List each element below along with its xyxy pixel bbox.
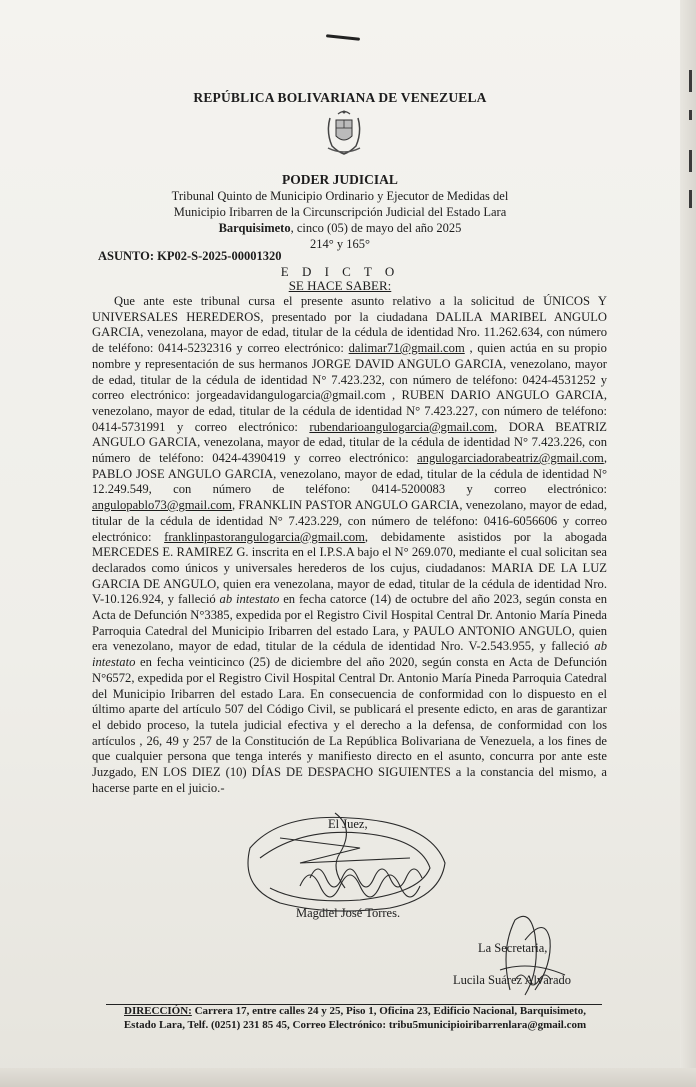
- secretary-label: La Secretaria,: [478, 941, 548, 955]
- email-link[interactable]: angulopablo73@gmail.com: [92, 498, 232, 513]
- asunto-number: ASUNTO: KP02-S-2025-00001320: [98, 249, 282, 263]
- latin-term: ab intestato: [219, 592, 280, 607]
- tribunal-line: Tribunal Quinto de Municipio Ordinario y Ejecutor de Medidas del: [171, 189, 509, 203]
- judge-label: El Juez,: [328, 817, 368, 831]
- body-text: , DORA BEATRIZ ANGULO GARCIA, venezolana, mayor de edad, titular de la cédula de identidad N° 7.423.226, con número de teléfono: 0424-4390419 y correo electrónico:: [92, 419, 607, 466]
- poder-judicial-heading: PODER JUDICIAL: [282, 172, 398, 187]
- tribunal-line: Municipio Iribarren de la Circunscripción Judicial del Estado Lara: [173, 205, 507, 219]
- footer-address: [100, 1005, 610, 1032]
- email-text: jorgeadavidangulogarcia@gmail.com: [196, 388, 386, 403]
- edict-body: [92, 294, 607, 797]
- email-link[interactable]: rubendarioangulogarcia@gmail.com: [309, 419, 495, 434]
- body-text: , PABLO JOSE ANGULO GARCIA, venezolano, mayor de edad, titular de la cédula de identidad N° 12.249.549, con número de teléfono: 0414-5200083 y correo electrónico:: [92, 451, 607, 497]
- edge-mark: [689, 190, 692, 208]
- email-link[interactable]: franklinpastorangulogarcia@gmail.com: [164, 529, 365, 544]
- edge-mark: [689, 150, 692, 172]
- body-text: en fecha catorce (14) de octubre del año 2023, según consta en Acta de Defunción N°3385, expedida por el Registro Civil Hospital Central Dr. Antonio María Pineda Parroquia Catedral del Municipio Iribarren del estado Lara, y PAULO ANTONIO ANGULO, quien era venezolano, mayor de edad, titular de la cédula de identidad Nro. V-2.543.955, y falleció: [92, 592, 607, 654]
- body-text: , debidamente asistidos por la abogada MERCEDES E. RAMIREZ G. inscrita en el I.P.S.A bajo el N° 269.070, mediante el cual solicitan sea declarados como únicos y universales herederos de los cujus, ciudadanos: MARIA DE LA LUZ GARCIA DE ANGULO, quien era venezolana, mayor de edad, titular de la cédula de identidad Nro. V-10.126.924, y falleció: [92, 529, 607, 607]
- address-text: Carrera 17, entre calles 24 y 25, Piso 1, Oficina 23, Edificio Nacional, Barquisimeto,: [191, 1005, 586, 1017]
- page-bottom-edge: [0, 1068, 696, 1087]
- body-text: en fecha veinticinco (25) de diciembre del año 2020, según consta en Acta de Defunción N°6572, expedida por el Registro Civil Hospital Central Dr. Antonio María Pineda Parroquia Catedral del Municipio Iribarren del estado Lara. En consecuencia de conformidad con lo dispuesto en el último aparte del artículo 507 del Código Civil, se publicará el presente edicto, en aras de garantizar el debido proceso, la tutela judicial efectiva y el derecho a la defensa, de conformidad con los artículos , 26, 49 y 257 de la Constitución de La República Bolivariana de Venezuela, a los fines de que cualquier persona que tenga interés y manifiesto directo en el asunto, concurra por ante este Juzgado, EN LOS DIEZ (10) DÍAS DE DESPACHO SIGUIENTES a la constancia del mismo, a hacerse parte en el juicio.-: [92, 655, 607, 795]
- body-text: , RUBEN DARIO ANGULO GARCIA, venezolano, mayor de edad, titular de la cédula de identidad N° 7.423.227, con número de teléfono: 0414-5731991 y correo electrónico:: [92, 388, 607, 434]
- latin-term: ab intestato: [92, 639, 607, 670]
- address-label: DIRECCIÓN:: [124, 1005, 192, 1017]
- edge-mark: [689, 110, 692, 120]
- footer-line: [100, 1005, 610, 1019]
- body-text: Que ante este tribunal cursa el presente asunto relativo a la solicitud de ÚNICOS Y UNIVERSALES HEREDEROS, presentado por la ciudadana DALILA MARIBEL ANGULO GARCIA, venezolana, mayor de edad, titular de la cédula de identidad Nro. 11.262.634, con número de teléfono: 0414-5232316 y correo electrónico:: [92, 294, 607, 356]
- se-hace-saber-heading: SE HACE SABER:: [288, 278, 392, 293]
- email-link[interactable]: dalimar71@gmail.com: [348, 341, 465, 356]
- body-text: , FRANKLIN PASTOR ANGULO GARCIA, venezolano, mayor de edad, titular de la cédula de identidad N° 7.423.229, con número de teléfono: 0416-6056606 y correo electrónico:: [92, 498, 607, 544]
- republic-heading: REPÚBLICA BOLIVARIANA DE VENEZUELA: [193, 90, 487, 105]
- venezuela-coat-of-arms-icon: [322, 108, 366, 156]
- email-link[interactable]: angulogarciadorabeatriz@gmail.com: [417, 451, 604, 466]
- date-text: , cinco (05) de mayo del año 2025: [290, 221, 462, 235]
- body-text: , quien actúa en su propio nombre y representación de sus hermanos JORGE DAVID ANGULO GARCIA, venezolano, mayor de edad, titular de la cédula de identidad N° 7.423.232, con número de teléfono: 0424-4531252 y correo electrónico:: [92, 341, 607, 403]
- edge-mark: [689, 70, 692, 92]
- judge-name: Magdiel José Torres.: [296, 906, 401, 920]
- years-line: 214° y 165°: [310, 237, 370, 251]
- page-edge: [680, 0, 696, 1087]
- footer-line: Estado Lara, Telf. (0251) 231 85 45, Correo Electrónico: tribu5municipioiribarrenlara@gmail.com: [123, 1018, 587, 1031]
- tribunal-block: [0, 188, 680, 252]
- edicto-title: E D I C T O: [280, 264, 400, 279]
- secretary-name: Lucila Suárez Alvarado: [453, 973, 572, 987]
- city-name: Barquisimeto: [218, 221, 291, 235]
- date-line: [0, 220, 680, 236]
